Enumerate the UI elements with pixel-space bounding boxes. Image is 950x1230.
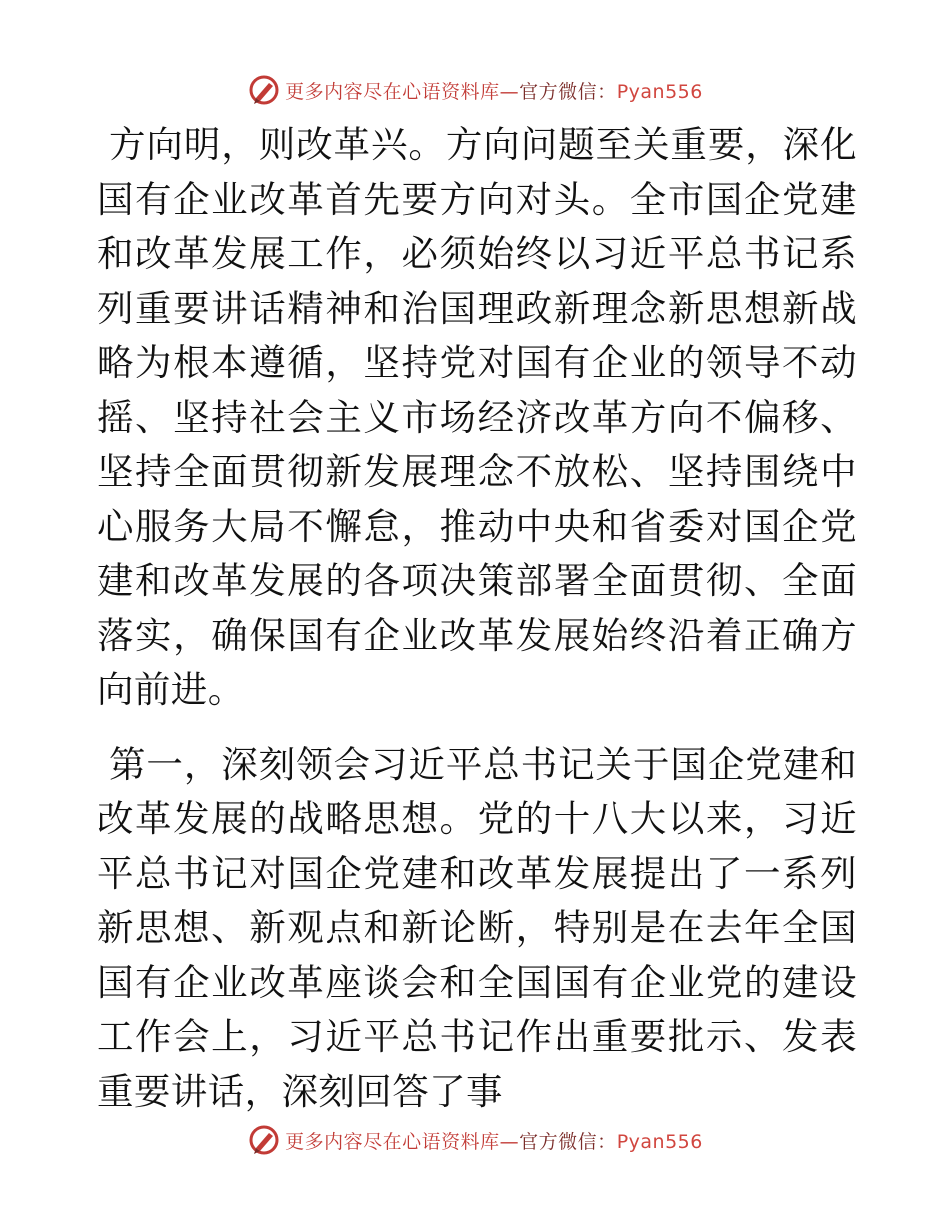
banner-wechat-id: Pyan556	[616, 1130, 703, 1153]
banner-wechat-id: Pyan556	[616, 80, 703, 103]
banner-wechat-label: 官方微信：	[519, 80, 617, 103]
paragraph-1: 方向明，则改革兴。方向问题至关重要，深化国有企业改革首先要方向对头。全市国企党建和改革发展工作，必须始终以习近平总书记系列重要讲话精神和治国理政新理念新思想新战略为根本遵循，坚持党对国有企业的领导不动摇、坚持社会主义市场经济改革方向不偏移、坚持全面贯彻新发展理念不放松、坚持围绕中心服务大局不懈怠，推动中央和省委对国企党建和改革发展的各项决策部署全面贯彻、全面落实，确保国有企业改革发展始终沿着正确方向前进。	[97, 123, 857, 711]
red-pen-seal-icon	[247, 1123, 281, 1157]
header-banner	[0, 70, 950, 110]
banner-wechat-label: 官方微信：	[519, 1130, 617, 1153]
paragraph-2: 第一，深刻领会习近平总书记关于国企党建和改革发展的战略思想。党的十八大以来，习近平总书记对国企党建和改革发展提出了一系列新思想、新观点和新论断，特别是在去年全国国有企业改革座谈会和全国国有企业党的建设工作会上，习近平总书记作出重要批示、发表重要讲话，深刻回答了事	[97, 742, 857, 1113]
header-banner-text	[285, 77, 703, 104]
banner-slogan: 更多内容尽在心语资料库	[285, 1130, 500, 1153]
footer-banner	[0, 1120, 950, 1160]
banner-slogan: 更多内容尽在心语资料库	[285, 80, 500, 103]
footer-banner-text	[285, 1127, 703, 1154]
red-pen-seal-icon	[247, 73, 281, 107]
banner-dash: —	[499, 1130, 520, 1153]
banner-dash: —	[499, 80, 520, 103]
document-body	[97, 118, 857, 1119]
